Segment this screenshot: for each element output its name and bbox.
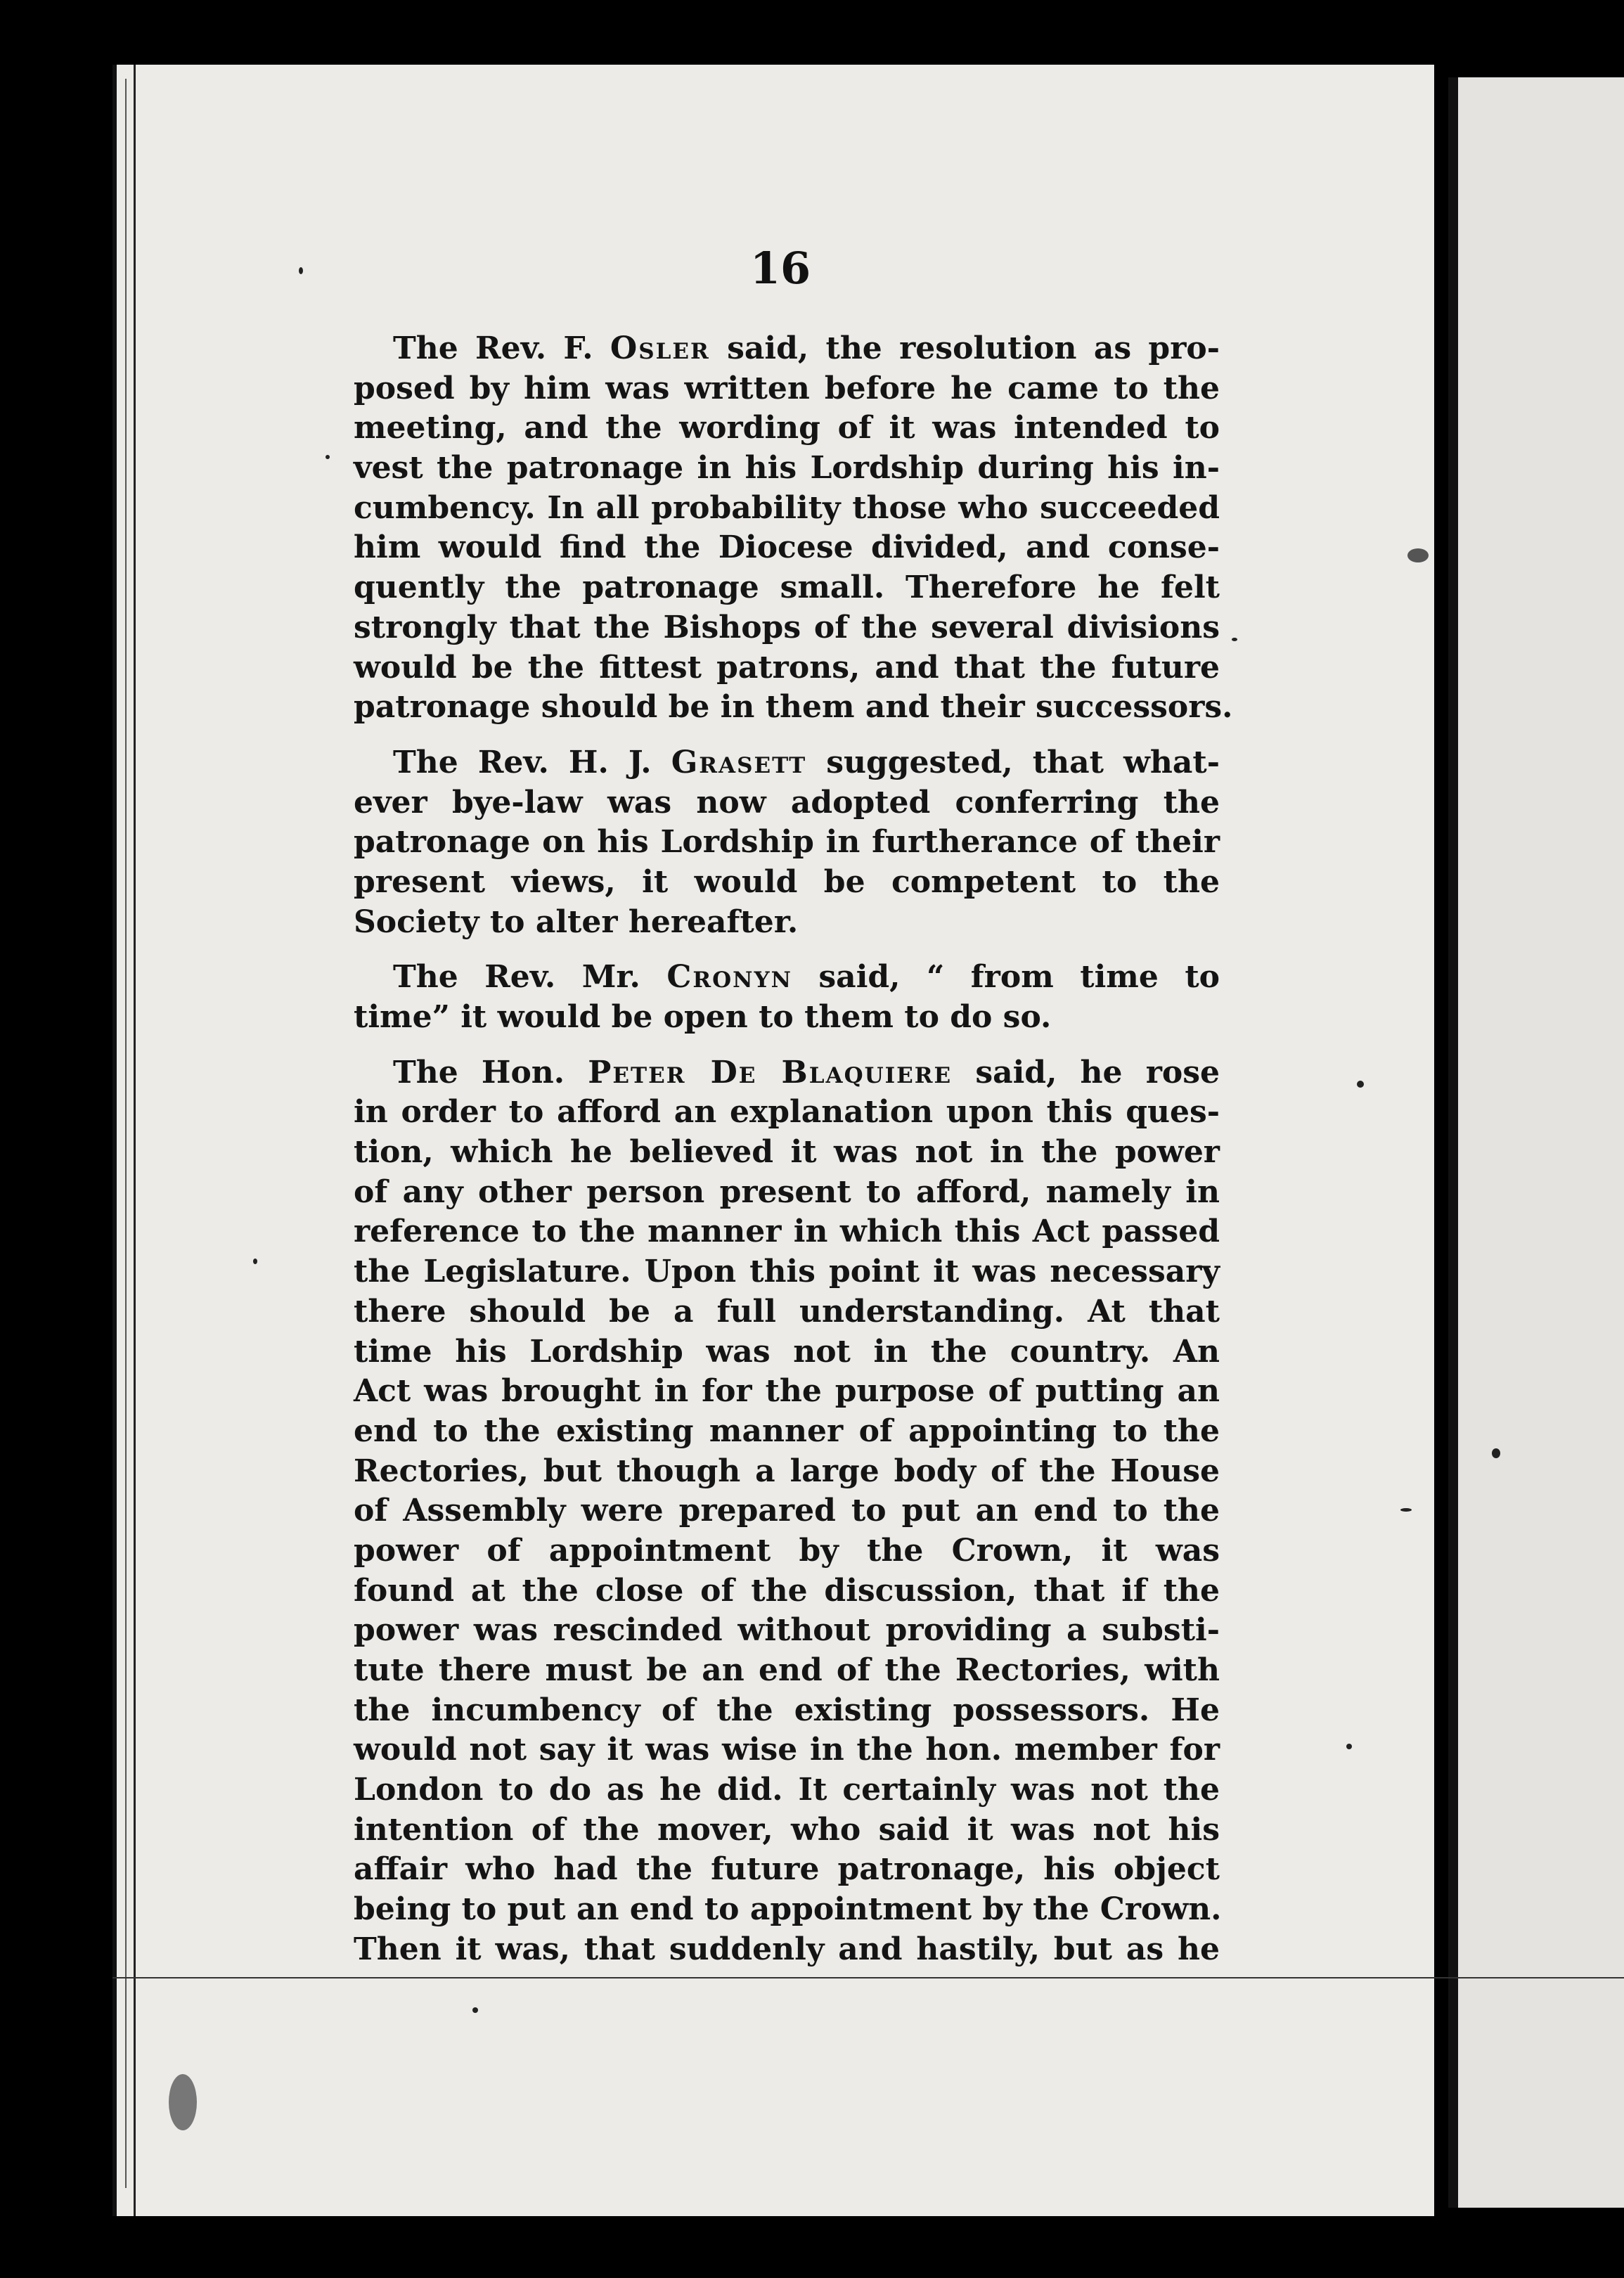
text-line	[354, 608, 1220, 648]
speaker-name: Peter De Blaquiere	[588, 1054, 953, 1090]
text-segment: posed by him was written before he came to the	[354, 370, 1220, 406]
text-line	[354, 528, 1220, 568]
ink-speck	[1407, 548, 1429, 562]
text-line	[354, 1292, 1220, 1332]
ink-speck	[1492, 1448, 1500, 1458]
text-line	[354, 903, 1220, 943]
text-line	[354, 743, 1220, 783]
text-line	[354, 688, 1233, 728]
text-line	[354, 568, 1220, 608]
text-segment: there should be a full understanding. At that	[354, 1293, 1220, 1330]
text-line	[354, 1611, 1220, 1651]
text-line	[354, 1810, 1220, 1851]
text-segment: quently the patronage small. Therefore he felt	[354, 570, 1220, 606]
paragraph	[354, 1053, 1220, 1970]
text-line	[354, 783, 1220, 823]
text-line	[354, 823, 1220, 863]
text-line	[354, 1730, 1220, 1770]
text-segment: time” it would be open to them to do so.	[354, 999, 1052, 1035]
ink-speck	[169, 2074, 197, 2130]
text-segment: Then it was, that suddenly and hastily, but as he	[354, 1931, 1220, 1967]
text-segment: power of appointment by the Crown, it was	[354, 1532, 1220, 1569]
text-segment: present views, it would be competent to the	[354, 863, 1220, 900]
paragraph	[354, 743, 1220, 942]
text-segment: cumbency. In all probability those who succeeded	[354, 489, 1220, 526]
text-segment: in order to afford an explanation upon this ques-	[354, 1094, 1220, 1131]
speaker-name: Grasett	[671, 744, 807, 780]
text-line	[354, 1531, 1220, 1571]
page-number: 16	[749, 243, 811, 294]
ink-speck	[1400, 1508, 1412, 1512]
text-line	[354, 1412, 1220, 1452]
text-segment: end to the existing manner of appointing to the	[354, 1413, 1220, 1449]
text-line	[354, 1571, 1220, 1611]
text-segment: would be the fittest patrons, and that the future	[354, 649, 1220, 686]
text-segment: The Rev. F.	[393, 330, 610, 366]
text-segment: strongly that the Bishops of the several divisions	[354, 609, 1220, 645]
text-line	[354, 1452, 1220, 1492]
text-line	[354, 1252, 1220, 1292]
text-segment: intention of the mover, who said it was not his	[354, 1811, 1220, 1848]
text-line	[354, 1651, 1220, 1691]
text-segment: said, he rose	[952, 1054, 1220, 1090]
text-line	[354, 329, 1220, 369]
text-line	[354, 449, 1220, 489]
ink-speck	[253, 1259, 257, 1264]
text-segment: of any other person present to afford, namely in	[354, 1173, 1220, 1210]
ink-speck	[472, 2007, 478, 2013]
ink-speck	[1346, 1744, 1352, 1749]
text-segment: the Legislature. Upon this point it was necessary	[354, 1254, 1220, 1290]
text-line	[354, 1212, 1220, 1252]
text-segment: affair who had the future patronage, his object	[354, 1851, 1220, 1888]
text-line	[354, 1770, 1220, 1810]
text-segment: tute there must be an end of the Rectories, with	[354, 1652, 1220, 1688]
paragraph	[354, 958, 1220, 1037]
text-segment: time his Lordship was not in the country. An	[354, 1333, 1220, 1370]
text-segment: Act was brought in for the purpose of putting an	[354, 1373, 1220, 1410]
text-segment: said, “ from time to	[792, 959, 1220, 996]
text-segment: tion, which he believed it was not in the power	[354, 1134, 1220, 1171]
paragraph	[354, 329, 1233, 728]
text-segment: The Rev. H. J.	[393, 744, 671, 780]
text-segment: vest the patronage in his Lordship during his in-	[354, 450, 1220, 487]
text-segment: said, the resolution as pro-	[709, 330, 1220, 366]
text-line	[354, 1093, 1220, 1133]
text-line	[354, 408, 1220, 449]
text-line	[354, 489, 1220, 529]
adjacent-page-edge	[1448, 77, 1624, 2208]
text-segment: found at the close of the discussion, that if the	[354, 1572, 1220, 1609]
text-segment: suggested, that what-	[806, 744, 1220, 780]
text-segment: reference to the manner in which this Act passed	[354, 1214, 1220, 1250]
text-segment: of Assembly were prepared to put an end to the	[354, 1493, 1220, 1529]
body-text	[354, 329, 1233, 1986]
text-segment: the incumbency of the existing possessors. He	[354, 1692, 1220, 1728]
text-segment: Society to alter hereafter.	[354, 903, 799, 940]
text-line	[354, 1053, 1220, 1093]
ink-speck	[1357, 1081, 1364, 1088]
ink-speck	[326, 455, 330, 459]
text-line	[354, 369, 1220, 409]
text-segment: him would find the Diocese divided, and conse-	[354, 529, 1220, 566]
text-segment: London to do as he did. It certainly was not the	[354, 1772, 1220, 1808]
speaker-name: Osler	[610, 330, 710, 366]
text-line	[354, 1133, 1220, 1173]
text-line	[354, 998, 1220, 1038]
text-line	[354, 1491, 1220, 1531]
text-line	[354, 1691, 1220, 1731]
ink-speck	[1232, 638, 1237, 641]
text-segment: being to put an end to appointment by the Crown.	[354, 1891, 1222, 1928]
text-line	[354, 1173, 1220, 1213]
text-line	[354, 958, 1220, 998]
text-line	[354, 1332, 1220, 1372]
ink-speck	[299, 267, 303, 274]
text-segment: power was rescinded without providing a substi-	[354, 1612, 1220, 1649]
text-segment: ever bye-law was now adopted conferring the	[354, 784, 1220, 821]
text-line	[354, 863, 1220, 903]
text-segment: would not say it was wise in the hon. member for	[354, 1732, 1220, 1768]
text-segment: patronage should be in them and their successors.	[354, 689, 1233, 726]
text-segment: The Rev. Mr.	[393, 959, 667, 996]
text-line	[354, 648, 1220, 688]
text-line	[354, 1850, 1220, 1890]
text-line	[354, 1930, 1220, 1970]
text-segment: The Hon.	[393, 1054, 588, 1090]
text-segment: patronage on his Lordship in furtherance of their	[354, 824, 1220, 861]
text-line	[354, 1372, 1220, 1412]
text-segment: Rectories, but though a large body of the House	[354, 1453, 1220, 1489]
text-line	[354, 1890, 1220, 1930]
text-segment: meeting, and the wording of it was intended to	[354, 410, 1220, 446]
speaker-name: Cronyn	[666, 959, 792, 996]
